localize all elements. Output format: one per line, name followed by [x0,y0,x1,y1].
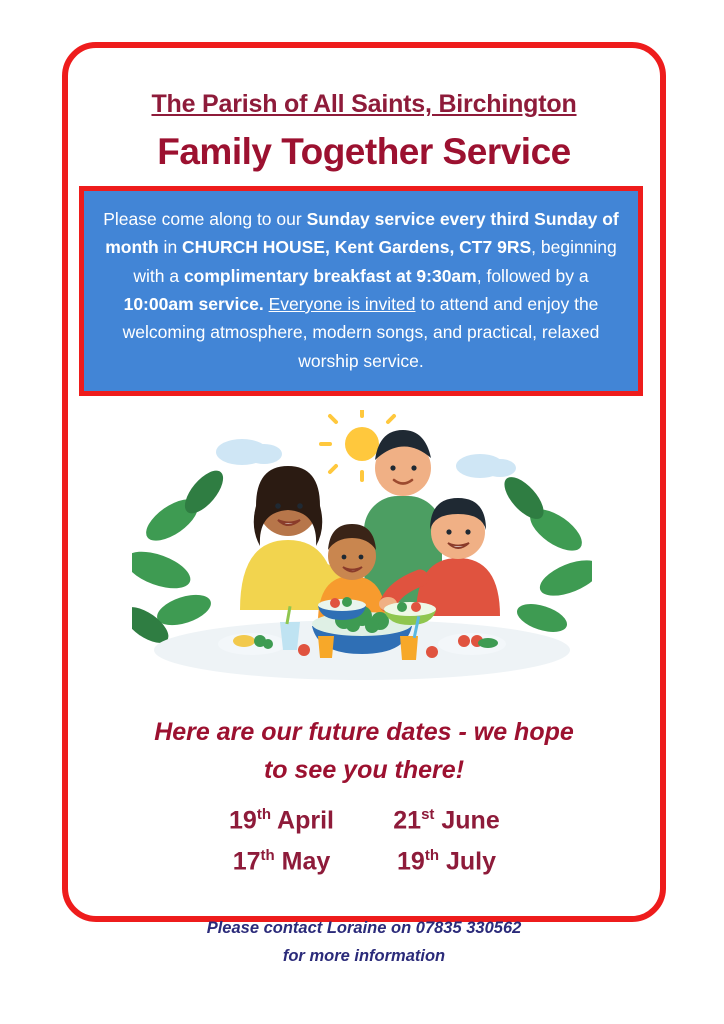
date-suffix: th [260,847,275,865]
date-item [364,847,529,876]
callout-seg-11: to attend and enjoy the welcoming atmosphere, modern songs, and practical, relaxed worship service. [122,294,600,371]
dates-heading-line-1: Here are our future dates - we hope [154,718,574,746]
date-suffix: st [421,806,435,823]
dates-row [62,847,666,876]
info-callout-box [79,186,643,396]
dates-heading [62,714,666,789]
callout-seg-7: , followed by a [476,265,589,286]
dates-row [62,806,666,835]
date-suffix: th [256,806,271,823]
callout-seg-2: Sunday service every third Sunday of month [105,209,619,258]
page-title-parish: The Parish of All Saints, Birchington [151,90,577,118]
date-month: June [441,806,500,835]
dates-list [62,806,666,889]
callout-seg-4: CHURCH HOUSE, Kent Gardens, CT7 9RS [182,237,532,258]
callout-seg-8: 10:00am service. [123,294,264,315]
family-illustration [132,410,592,690]
date-item [364,806,529,835]
callout-seg-5: , beginning with a [133,237,617,286]
callout-seg-1: Please come along to our [103,209,307,229]
contact-line-2: for more information [282,947,446,966]
date-month: April [277,806,334,835]
page-title-service: Family Together Service [157,131,571,172]
dates-heading-line-2: to see you there! [263,755,465,784]
date-day: 19 [229,806,257,835]
contact-info [62,914,666,970]
contact-line-1: Please contact Loraine on 07835 330562 [206,919,522,937]
date-item [199,847,364,876]
date-day: 21 [393,806,422,835]
poster-content [62,42,666,966]
callout-paragraph [102,205,620,375]
date-suffix: th [424,847,439,865]
date-month: May [281,847,331,876]
date-month: July [445,847,496,876]
date-day: 17 [232,847,261,876]
callout-seg-6: complimentary breakfast at 9:30am [183,265,477,286]
date-day: 19 [397,847,425,876]
date-item [199,806,364,835]
callout-seg-10: Everyone is invited [268,294,416,315]
callout-seg-3: in [158,237,183,258]
